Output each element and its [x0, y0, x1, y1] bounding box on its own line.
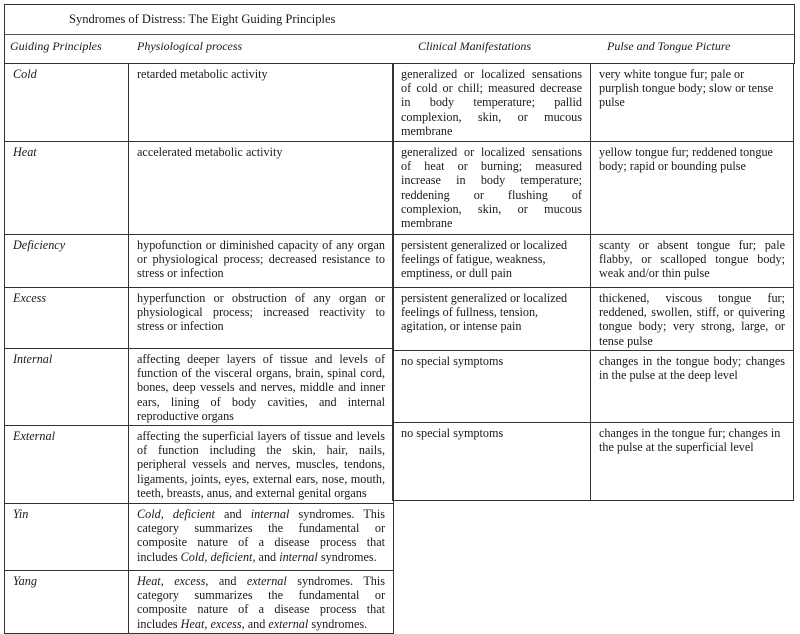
principle-cell: Cold [5, 64, 129, 142]
table-row [5, 64, 394, 142]
pulse-cell: scanty or absent tongue fur; pale flabby, or scalloped tongue body; weak and/or thin pulse [591, 235, 794, 288]
physio-cell: hyperfunction or obstruction of any organ or physiological process; increased reactivity to stress or infection [129, 288, 394, 349]
manifestations-table [392, 63, 794, 501]
header-guiding-principles: Guiding Principles [10, 39, 102, 53]
principle-cell: Deficiency [5, 235, 129, 288]
table-row [393, 64, 794, 142]
physio-cell: Cold, deficient and internal syndromes. This category summarizes the fundamental or composite nature of a disease process that includes Cold, deficient, and internal syndromes. [129, 504, 394, 571]
pulse-cell: very white tongue fur; pale or purplish tongue body; slow or tense pulse [591, 64, 794, 142]
physio-cell: retarded metabolic activity [129, 64, 394, 142]
header-physiological-process: Physiological process [137, 39, 243, 53]
clinical-cell: no special symptoms [393, 422, 591, 500]
table-row [5, 288, 394, 349]
physio-cell: affecting deeper layers of tissue and levels of function of the visceral organs, brain, spinal cord, bones, deep vessels and nerves, middle and inner ears, lining of body cavities, and internal reproductive organs [129, 349, 394, 426]
clinical-cell: generalized or localized sensations of heat or burning; measured increase in body temperature; reddening or flushing of complexion, skin, or mucous membrane [393, 142, 591, 235]
pulse-cell: changes in the tongue fur; changes in the pulse at the superficial level [591, 422, 794, 500]
pulse-cell: thickened, viscous tongue fur; reddened, swollen, stiff, or quivering tongue body; very strong, large, or tense pulse [591, 288, 794, 351]
table-row [5, 426, 394, 504]
physio-cell: hypofunction or diminished capacity of any organ or physiological process; decreased resistance to stress or infection [129, 235, 394, 288]
table-row [393, 142, 794, 235]
physio-cell: Heat, excess, and external syndromes. This category summarizes the fundamental or composite nature of a disease process that includes Heat, excess, and external syndromes. [129, 571, 394, 634]
principle-cell: External [5, 426, 129, 504]
table-row [5, 235, 394, 288]
clinical-cell: persistent generalized or localized feelings of fatigue, weakness, emptiness, or dull pain [393, 235, 591, 288]
principle-cell: Yang [5, 571, 129, 634]
principle-cell: Excess [5, 288, 129, 349]
principle-cell: Internal [5, 349, 129, 426]
physio-cell: accelerated metabolic activity [129, 142, 394, 235]
pulse-cell: changes in the tongue body; changes in the pulse at the deep level [591, 350, 794, 422]
table-row [5, 142, 394, 235]
principle-cell: Yin [5, 504, 129, 571]
principle-cell: Heat [5, 142, 129, 235]
clinical-cell: no special symptoms [393, 350, 591, 422]
table-row [5, 571, 394, 634]
table-row [5, 504, 394, 571]
table-row [393, 235, 794, 288]
clinical-cell: generalized or localized sensations of cold or chill; measured decrease in body temperature; pallid complexion, skin, or mucous membrane [393, 64, 591, 142]
pulse-cell: yellow tongue fur; reddened tongue body; rapid or bounding pulse [591, 142, 794, 235]
clinical-cell: persistent generalized or localized feelings of fullness, tension, agitation, or intense pain [393, 288, 591, 351]
header-clinical-manifestations: Clinical Manifestations [418, 39, 531, 53]
table-row [393, 288, 794, 351]
table-row [393, 422, 794, 500]
physio-cell: affecting the superficial layers of tissue and levels of function including the skin, hair, nails, peripheral vessels and nerves, muscles, tendons, ligaments, joints, eyes, external ears, nose, mouth, teeth, breasts, anus, and external genital organs [129, 426, 394, 504]
table-row [393, 350, 794, 422]
header-pulse-tongue: Pulse and Tongue Picture [607, 39, 731, 53]
principles-table [4, 63, 394, 634]
table-title: Syndromes of Distress: The Eight Guiding Principles [5, 5, 794, 35]
table-row [5, 349, 394, 426]
